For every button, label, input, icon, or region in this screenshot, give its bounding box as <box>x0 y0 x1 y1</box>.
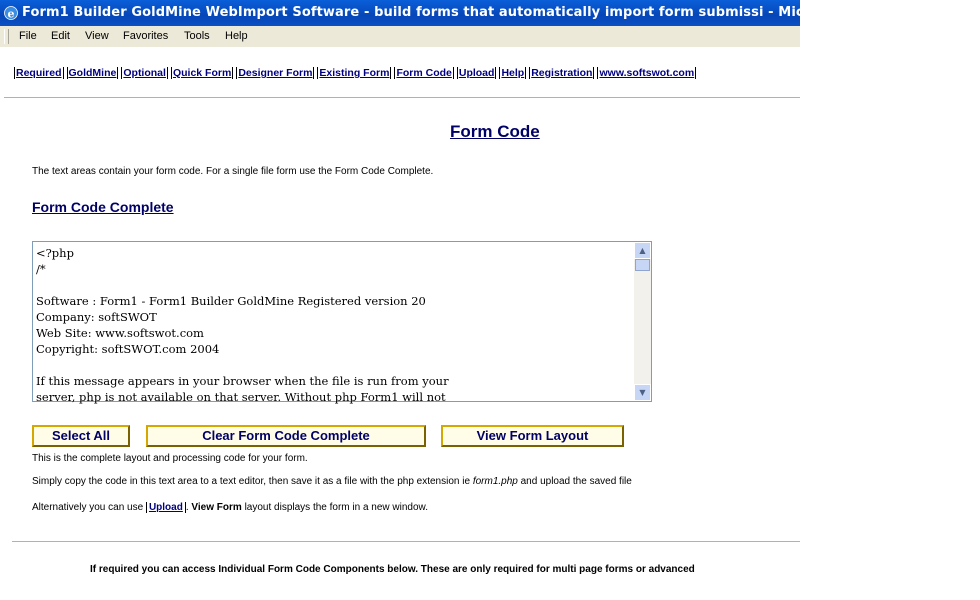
intro-text: The text areas contain your form code. For a single file form use the Form Code Complete. <box>32 166 434 177</box>
menu-edit[interactable]: Edit <box>51 30 70 42</box>
clear-form-code-button[interactable]: Clear Form Code Complete <box>146 425 426 447</box>
toolbar-grip[interactable] <box>4 29 9 44</box>
internet-explorer-icon <box>3 5 19 21</box>
site-navigation <box>0 47 800 97</box>
form-code-textarea[interactable] <box>32 241 652 402</box>
example-filename: form1.php <box>472 476 518 487</box>
nav-registration[interactable]: Registration <box>531 67 593 79</box>
nav-form-code[interactable]: Form Code <box>396 67 452 79</box>
nav-quick-form[interactable]: Quick Form <box>172 67 232 79</box>
menu-file[interactable]: File <box>19 30 37 42</box>
copy-instructions-end: and upload the saved file <box>517 476 632 487</box>
alternative-text <box>32 502 428 513</box>
nav-website[interactable]: www.softswot.com <box>599 67 695 79</box>
nav-divider <box>4 97 800 98</box>
menu-favorites[interactable]: Favorites <box>123 30 169 42</box>
svg-text:e: e <box>7 7 15 21</box>
view-form-layout-button[interactable]: View Form Layout <box>441 425 624 447</box>
page-title: Form Code <box>450 122 540 141</box>
menu-tools[interactable]: Tools <box>184 30 210 42</box>
upload-link[interactable]: Upload <box>146 502 186 513</box>
alternative-mid: . <box>185 502 192 513</box>
scrollbar-thumb[interactable] <box>635 259 650 271</box>
menu-bar <box>0 26 800 48</box>
copy-instructions <box>32 476 632 487</box>
title-bar <box>0 0 980 26</box>
section-title: Form Code Complete <box>32 199 174 215</box>
form-code-text[interactable]: <?php /* Software : Form1 - Form1 Builder GoldMine Registered version 20 Company: softSWOT Web Site: www.softswot.com Copyright: softSWOT.com 2004 If this message appears in your browser when the file is run from your server, php is not available on that server. Without php Form1 will not <box>36 246 449 404</box>
nav-upload[interactable]: Upload <box>458 67 495 79</box>
layout-description: This is the complete layout and processing code for your form. <box>32 453 308 464</box>
nav-help[interactable]: Help <box>501 67 525 79</box>
nav-links <box>14 67 699 79</box>
scroll-down-icon[interactable]: ▼ <box>634 384 651 401</box>
menu-help[interactable]: Help <box>225 30 248 42</box>
view-form-label: View Form <box>191 502 242 513</box>
nav-optional[interactable]: Optional <box>123 67 166 79</box>
window-title: Form1 Builder GoldMine WebImport Software - build forms that automatically import form submissi - Microsoft Internet Explorer <box>22 5 980 20</box>
alternative-start: Alternatively you can use <box>32 502 146 513</box>
nav-required[interactable]: Required <box>16 67 62 79</box>
nav-goldmine[interactable]: GoldMine <box>68 67 117 79</box>
menu-view[interactable]: View <box>85 30 109 42</box>
scroll-up-icon[interactable]: ▲ <box>634 242 651 259</box>
alternative-end: layout displays the form in a new window. <box>241 502 429 513</box>
copy-instructions-start: Simply copy the code in this text area to a text editor, then save it as a file with the php extension ie <box>32 476 473 487</box>
components-note: If required you can access Individual Form Code Components below. These are only required for multi page forms or advanced <box>90 564 695 575</box>
nav-existing-form[interactable]: Existing Form <box>319 67 390 79</box>
nav-designer-form[interactable]: Designer Form <box>238 67 313 79</box>
vertical-scrollbar[interactable] <box>634 242 651 401</box>
select-all-button[interactable]: Select All <box>32 425 130 447</box>
section-divider <box>12 541 800 542</box>
